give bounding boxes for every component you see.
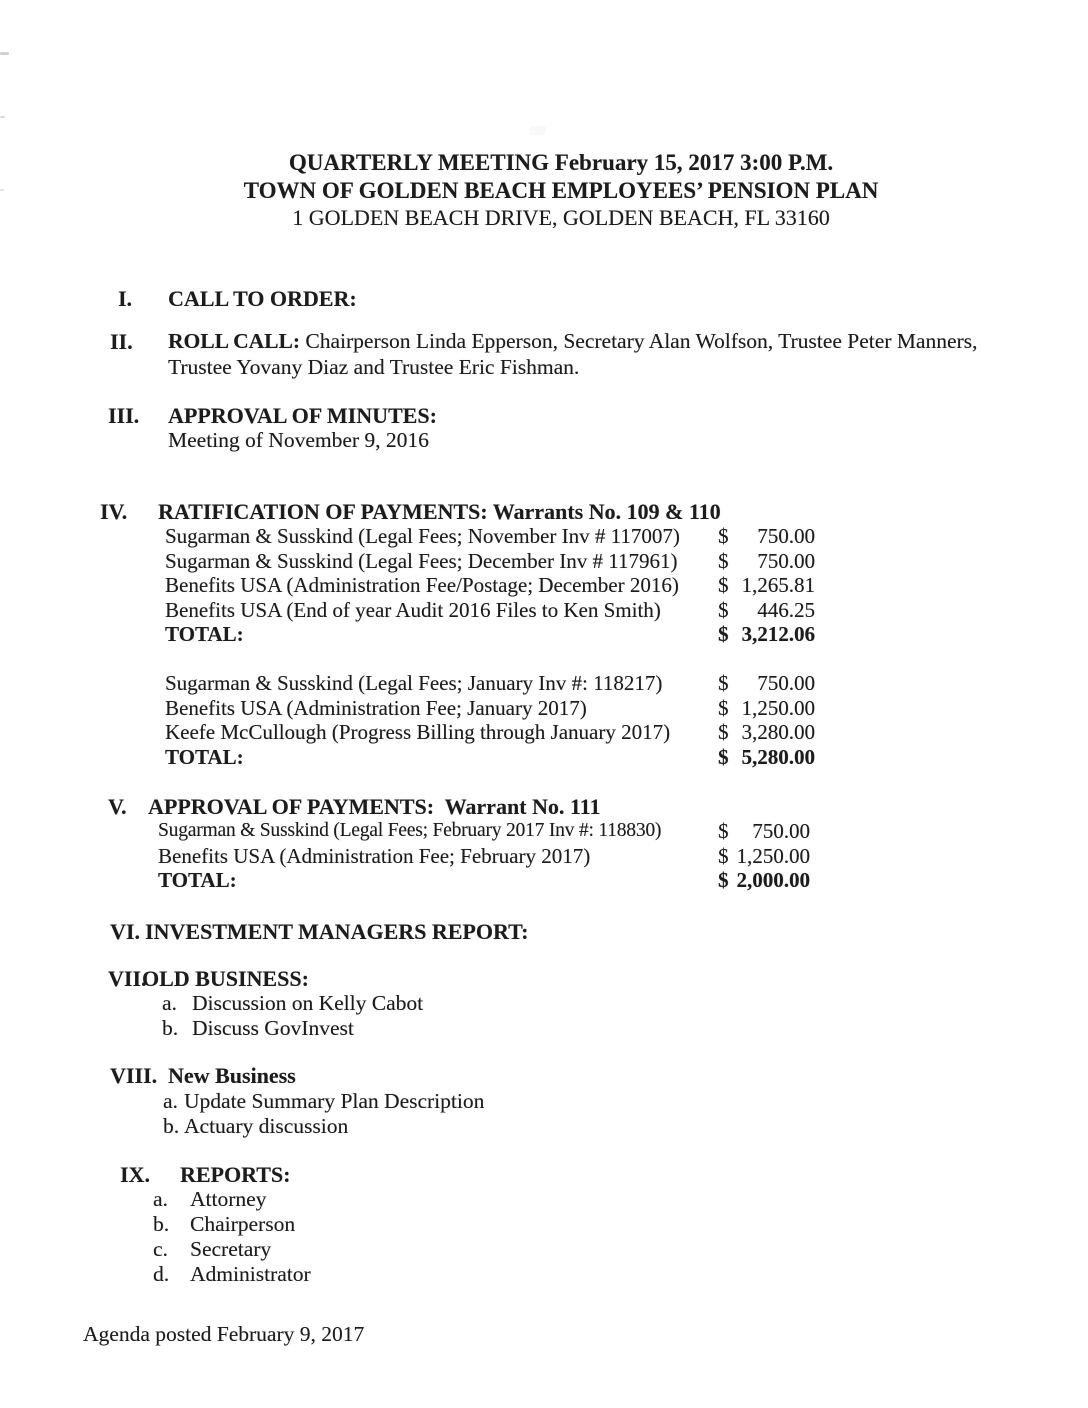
list-item <box>153 1212 311 1237</box>
section-9-numeral: IX. <box>120 1162 150 1187</box>
section-5-numeral: V. <box>108 794 127 819</box>
section-4-title: RATIFICATION OF PAYMENTS: Warrants No. 109 & 110 <box>158 499 721 524</box>
item-marker: d. <box>153 1262 170 1286</box>
currency-symbol: $ <box>718 573 729 598</box>
roll-call-paragraph <box>168 328 992 380</box>
payment-row <box>165 549 815 574</box>
organization-address: 1 GOLDEN BEACH DRIVE, GOLDEN BEACH, FL 33160 <box>292 205 830 230</box>
payments-total-row <box>158 868 810 893</box>
scan-artifact <box>0 52 9 55</box>
item-marker: a. <box>153 1187 168 1211</box>
section-8-title: New Business <box>168 1063 296 1088</box>
payment-amount: 750.00 <box>757 524 815 548</box>
section-5-title: APPROVAL OF PAYMENTS: Warrant No. 111 <box>148 794 601 819</box>
payments-total-row <box>165 622 815 647</box>
payments-total-row <box>165 745 815 770</box>
payment-desc: Sugarman & Susskind (Legal Fees; February 2017 Inv #: 118830) <box>158 820 662 841</box>
payment-row <box>165 720 815 745</box>
section-7-numeral: VII. <box>108 966 147 991</box>
payments-table-warrants-109-110-part2 <box>165 671 815 769</box>
section-6-title: INVESTMENT MANAGERS REPORT: <box>145 919 529 944</box>
currency-symbol: $ <box>718 720 729 745</box>
payment-amount: 446.25 <box>757 597 815 622</box>
item-text: Chairperson <box>190 1212 296 1236</box>
payment-desc: Benefits USA (Administration Fee; January 2017) <box>165 695 587 720</box>
item-marker: a. <box>163 1089 178 1113</box>
payment-amount: 1,250.00 <box>736 843 810 868</box>
roll-call-label: ROLL CALL: <box>168 329 301 353</box>
currency-symbol: $ <box>718 819 729 843</box>
total-amount: 2,000.00 <box>736 868 810 893</box>
payment-row <box>165 573 815 598</box>
currency-symbol: $ <box>718 671 729 695</box>
payment-desc: Benefits USA (Administration Fee/Postage; December 2016) <box>165 573 679 598</box>
item-marker: b. <box>162 1016 179 1040</box>
currency-symbol: $ <box>718 695 729 720</box>
item-text: Discussion on Kelly Cabot <box>192 991 424 1015</box>
currency-symbol: $ <box>718 597 729 622</box>
currency-symbol: $ <box>718 868 729 893</box>
payment-amount: 1,250.00 <box>741 695 815 720</box>
item-text: Secretary <box>190 1237 272 1261</box>
item-marker: b. <box>163 1114 180 1138</box>
roll-call-names: Chairperson Linda Epperson, Secretary Alan Wolfson, Trustee Peter Manners, Trustee Yovany Diaz and Trustee Eric Fishman. <box>168 329 978 379</box>
payment-amount: 750.00 <box>757 671 815 695</box>
payment-amount: 750.00 <box>757 548 815 573</box>
section-7-title: OLD BUSINESS: <box>142 966 309 991</box>
payment-row <box>158 844 810 869</box>
payment-desc: Benefits USA (Administration Fee; February 2017) <box>158 843 591 868</box>
document-header <box>0 149 1088 232</box>
list-item <box>162 991 423 1016</box>
section-3-title: APPROVAL OF MINUTES: <box>168 403 437 428</box>
meeting-title: QUARTERLY MEETING February 15, 2017 3:00 P.M. <box>288 150 834 175</box>
total-label: TOTAL: <box>165 744 244 769</box>
payments-table-warrants-109-110 <box>165 524 815 647</box>
payment-row <box>165 598 815 623</box>
payment-amount: 3,280.00 <box>741 720 815 745</box>
section-3-numeral: III. <box>108 403 140 428</box>
new-business-items <box>163 1089 484 1139</box>
item-text: Actuary discussion <box>184 1114 349 1138</box>
payment-row <box>158 819 810 844</box>
list-item <box>153 1187 311 1212</box>
total-label: TOTAL: <box>158 868 237 893</box>
section-2-numeral: II. <box>110 329 133 354</box>
payment-desc: Sugarman & Susskind (Legal Fees; December Inv # 117961) <box>165 548 678 573</box>
payments-table-warrant-111 <box>158 819 810 893</box>
section-6-numeral: VI. <box>110 919 140 944</box>
payment-row <box>165 696 815 721</box>
list-item <box>153 1262 311 1287</box>
currency-symbol: $ <box>718 622 729 647</box>
payment-desc: Sugarman & Susskind (Legal Fees; January Inv #: 118217) <box>165 671 663 695</box>
list-item <box>163 1089 484 1114</box>
item-text: Attorney <box>190 1187 267 1211</box>
reports-items <box>153 1187 311 1287</box>
item-text: Administrator <box>190 1262 311 1286</box>
payment-desc: Keefe McCullough (Progress Billing through January 2017) <box>165 720 671 745</box>
old-business-items <box>162 991 423 1041</box>
currency-symbol: $ <box>718 744 729 769</box>
section-8-numeral: VIII. <box>110 1063 158 1088</box>
item-marker: a. <box>162 991 177 1015</box>
section-1-title: CALL TO ORDER: <box>168 286 357 311</box>
list-item <box>162 1016 423 1041</box>
total-amount: 3,212.06 <box>741 622 815 647</box>
section-1-numeral: I. <box>118 286 133 311</box>
section-9-title: REPORTS: <box>180 1162 291 1187</box>
total-amount: 5,280.00 <box>741 744 815 769</box>
item-marker: c. <box>153 1237 168 1261</box>
agenda-posted-date: Agenda posted February 9, 2017 <box>83 1322 365 1346</box>
section-4-numeral: IV. <box>100 499 128 524</box>
item-marker: b. <box>153 1212 170 1236</box>
organization-name: TOWN OF GOLDEN BEACH EMPLOYEES’ PENSION PLAN <box>243 177 879 203</box>
scan-artifact <box>0 116 5 118</box>
scan-artifact <box>530 126 546 135</box>
payment-desc: Sugarman & Susskind (Legal Fees; November Inv # 117007) <box>165 524 680 548</box>
item-text: Discuss GovInvest <box>192 1016 354 1040</box>
currency-symbol: $ <box>718 843 729 868</box>
list-item <box>153 1237 311 1262</box>
payment-amount: 750.00 <box>752 819 810 843</box>
currency-symbol: $ <box>718 548 729 573</box>
currency-symbol: $ <box>718 524 729 548</box>
minutes-meeting-date: Meeting of November 9, 2016 <box>168 428 429 452</box>
list-item <box>163 1114 484 1139</box>
item-text: Update Summary Plan Description <box>184 1089 485 1113</box>
total-label: TOTAL: <box>165 622 244 647</box>
payment-desc: Benefits USA (End of year Audit 2016 Files to Ken Smith) <box>165 597 661 622</box>
payment-row <box>165 524 815 549</box>
payment-amount: 1,265.81 <box>741 573 815 598</box>
payment-row <box>165 671 815 696</box>
